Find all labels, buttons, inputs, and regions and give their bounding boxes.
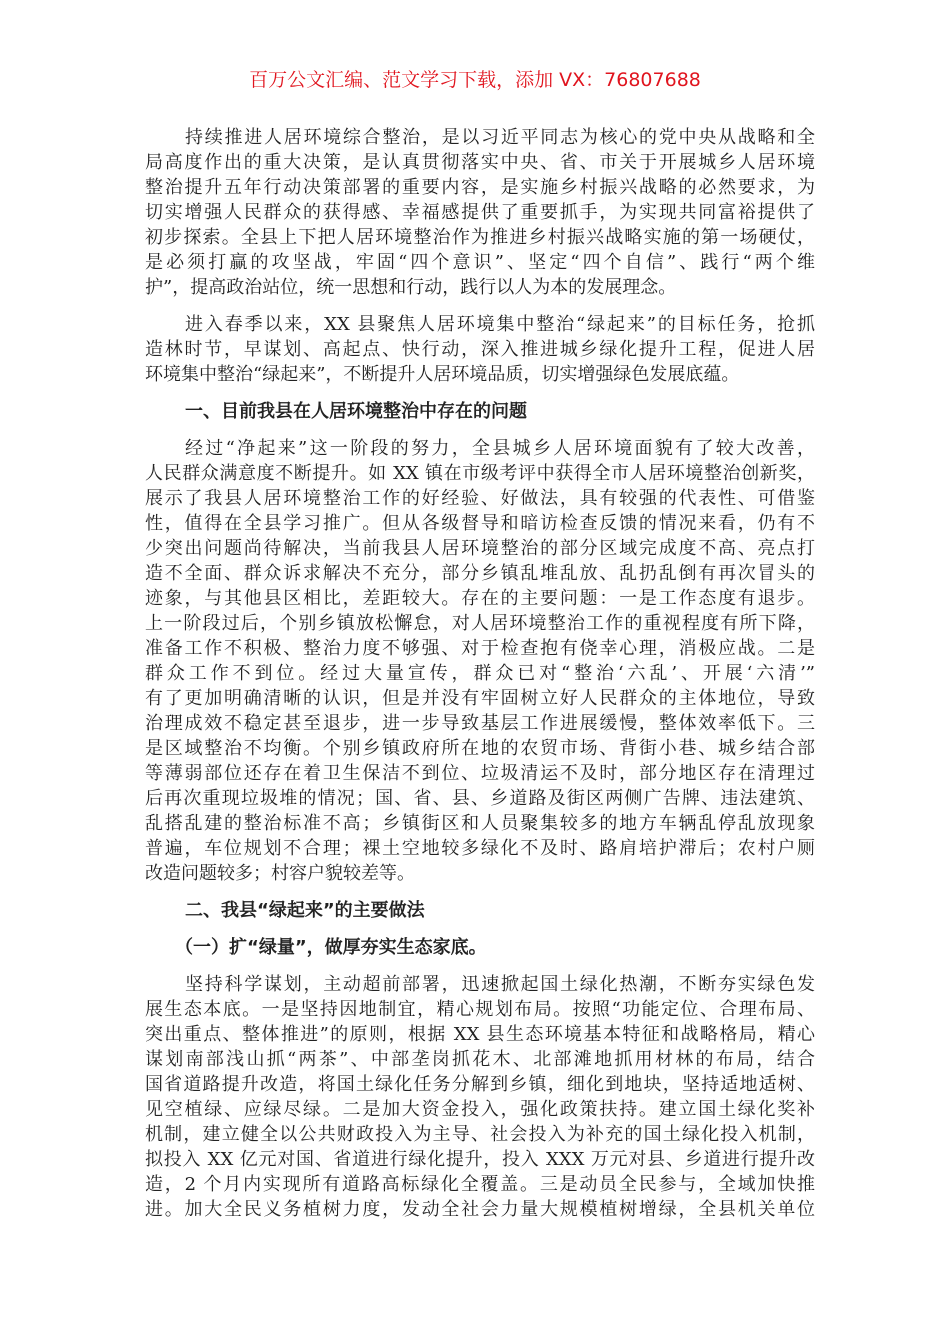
text-line: 国省道路提升改造，将国土绿化任务分解到乡镇，细化到地块，坚持适地适树、 (145, 1074, 815, 1095)
paragraph (145, 436, 815, 886)
section-heading: 一、目前我县在人居环境整治中存在的问题 (185, 401, 527, 422)
text-line: 等薄弱部位还存在着卫生保洁不到位、垃圾清运不及时，部分地区存在清理过 (145, 763, 815, 784)
text-line: 切实增强人民群众的获得感、幸福感提供了重要抓手，为实现共同富裕提供了 (145, 202, 815, 223)
text-line: 初步探索。全县上下把人居环境整治作为推进乡村振兴战略实施的第一场硬仗， (145, 227, 815, 248)
text-line: 见空植绿、应绿尽绿。二是加大资金投入，强化政策扶持。建立国土绿化奖补 (145, 1099, 815, 1120)
text-line: 突出重点、整体推进”的原则，根据 XX 县生态环境基本特征和战略格局，精心 (145, 1024, 815, 1045)
text-line: 展生态本底。一是坚持因地制宜，精心规划布局。按照“功能定位、合理布局、 (145, 999, 815, 1020)
text-line: 是区域整治不均衡。个别乡镇政府所在地的农贸市场、背街小巷、城乡结合部 (145, 738, 815, 759)
text-line: 拟投入 XX 亿元对国、省道进行绿化提升，投入 XXX 万元对县、乡道进行提升改 (145, 1149, 815, 1170)
paragraph (145, 125, 815, 300)
text-line: 环境集中整治“绿起来”，不断提升人居环境品质，切实增强绿色发展底蕴。 (145, 364, 740, 385)
text-line: 少突出问题尚待解决，当前我县人居环境整治的部分区域完成度不高、亮点打 (145, 538, 815, 559)
text-line: 造林时节，早谋划、高起点、快行动，深入推进城乡绿化提升工程，促进人居 (145, 339, 815, 360)
text-line: 进。加大全民义务植树力度，发动全社会力量大规模植树增绿，全县机关单位 (145, 1199, 815, 1220)
text-line: 机制，建立健全以公共财政投入为主导、社会投入为补充的国土绿化投入机制， (145, 1124, 815, 1145)
text-line: 乱搭乱建的整治标准不高；乡镇街区和人员聚集较多的地方车辆乱停乱放现象 (145, 813, 815, 834)
text-line: 造不全面、群众诉求解决不充分，部分乡镇乱堆乱放、乱扔乱倒有再次冒头的 (145, 563, 815, 584)
text-line: 后再次重现垃圾堆的情况；国、省、县、乡道路及街区两侧广告牌、违法建筑、 (145, 788, 815, 809)
text-line: 普遍，车位规划不合理；裸土空地较多绿化不及时、路肩培护滞后；农村户厕 (145, 838, 815, 859)
text-line: 迹象，与其他县区相比，差距较大。存在的主要问题：一是工作态度有退步。 (145, 588, 815, 609)
text-line: 造，2 个月内实现所有道路高标绿化全覆盖。三是动员全民参与，全域加快推 (145, 1174, 815, 1195)
paragraph (145, 312, 815, 387)
text-line: 护”，提高政治站位，统一思想和行动，践行以人为本的发展理念。 (145, 277, 677, 298)
text-line: 人民群众满意度不断提升。如 XX 镇在市级考评中获得全市人居环境整治创新奖， (145, 463, 815, 484)
text-line: 群众工作不到位。经过大量宣传，群众已对“整治‘六乱’、开展‘六清’” (145, 663, 815, 684)
text-line: 持续推进人居环境综合整治，是以习近平同志为核心的党中央从战略和全 (185, 127, 815, 148)
text-line: 进入春季以来，XX 县聚焦人居环境集中整治“绿起来”的目标任务，抢抓 (185, 314, 815, 335)
paragraph (145, 972, 815, 1222)
section-heading: 二、我县“绿起来”的主要做法 (185, 900, 425, 921)
text-line: 整治提升五年行动决策部署的重要内容，是实施乡村振兴战略的必然要求，为 (145, 177, 815, 198)
text-line: 是必须打赢的攻坚战，牢固“四个意识”、坚定“四个自信”、践行“两个维 (145, 252, 815, 273)
text-line: 经过“净起来”这一阶段的努力，全县城乡人居环境面貌有了较大改善， (185, 438, 815, 459)
text-line: 治理成效不稳定甚至退步，进一步导致基层工作进展缓慢，整体效率低下。三 (145, 713, 815, 734)
text-line: 展示了我县人居环境整治工作的好经验、好做法，具有较强的代表性、可借鉴 (145, 488, 815, 509)
text-line: 准备工作不积极、整治力度不够强、对于检查抱有侥幸心理，消极应战。二是 (145, 638, 815, 659)
text-line: 谋划南部浅山抓“两茶”、中部垄岗抓花木、北部滩地抓用材林的布局，结合 (145, 1049, 815, 1070)
text-line: 改造问题较多；村容户貌较差等。 (145, 863, 415, 884)
text-line: 局高度作出的重大决策，是认真贯彻落实中央、省、市关于开展城乡人居环境 (145, 152, 815, 173)
section-subheading: （一）扩“绿量”，做厚夯实生态家底。 (175, 937, 487, 958)
watermark-header: 百万公文汇编、范文学习下载，添加 VX：76807688 (249, 69, 701, 91)
text-line: 性，值得在全县学习推广。但从各级督导和暗访检查反馈的情况来看，仍有不 (145, 513, 815, 534)
text-line: 上一阶段过后，个别乡镇放松懈怠，对人居环境整治工作的重视程度有所下降， (145, 613, 815, 634)
text-line: 坚持科学谋划，主动超前部署，迅速掀起国土绿化热潮，不断夯实绿色发 (185, 974, 815, 995)
document-body (145, 125, 815, 1234)
text-line: 有了更加明确清晰的认识，但是并没有牢固树立好人民群众的主体地位，导致 (145, 688, 815, 709)
